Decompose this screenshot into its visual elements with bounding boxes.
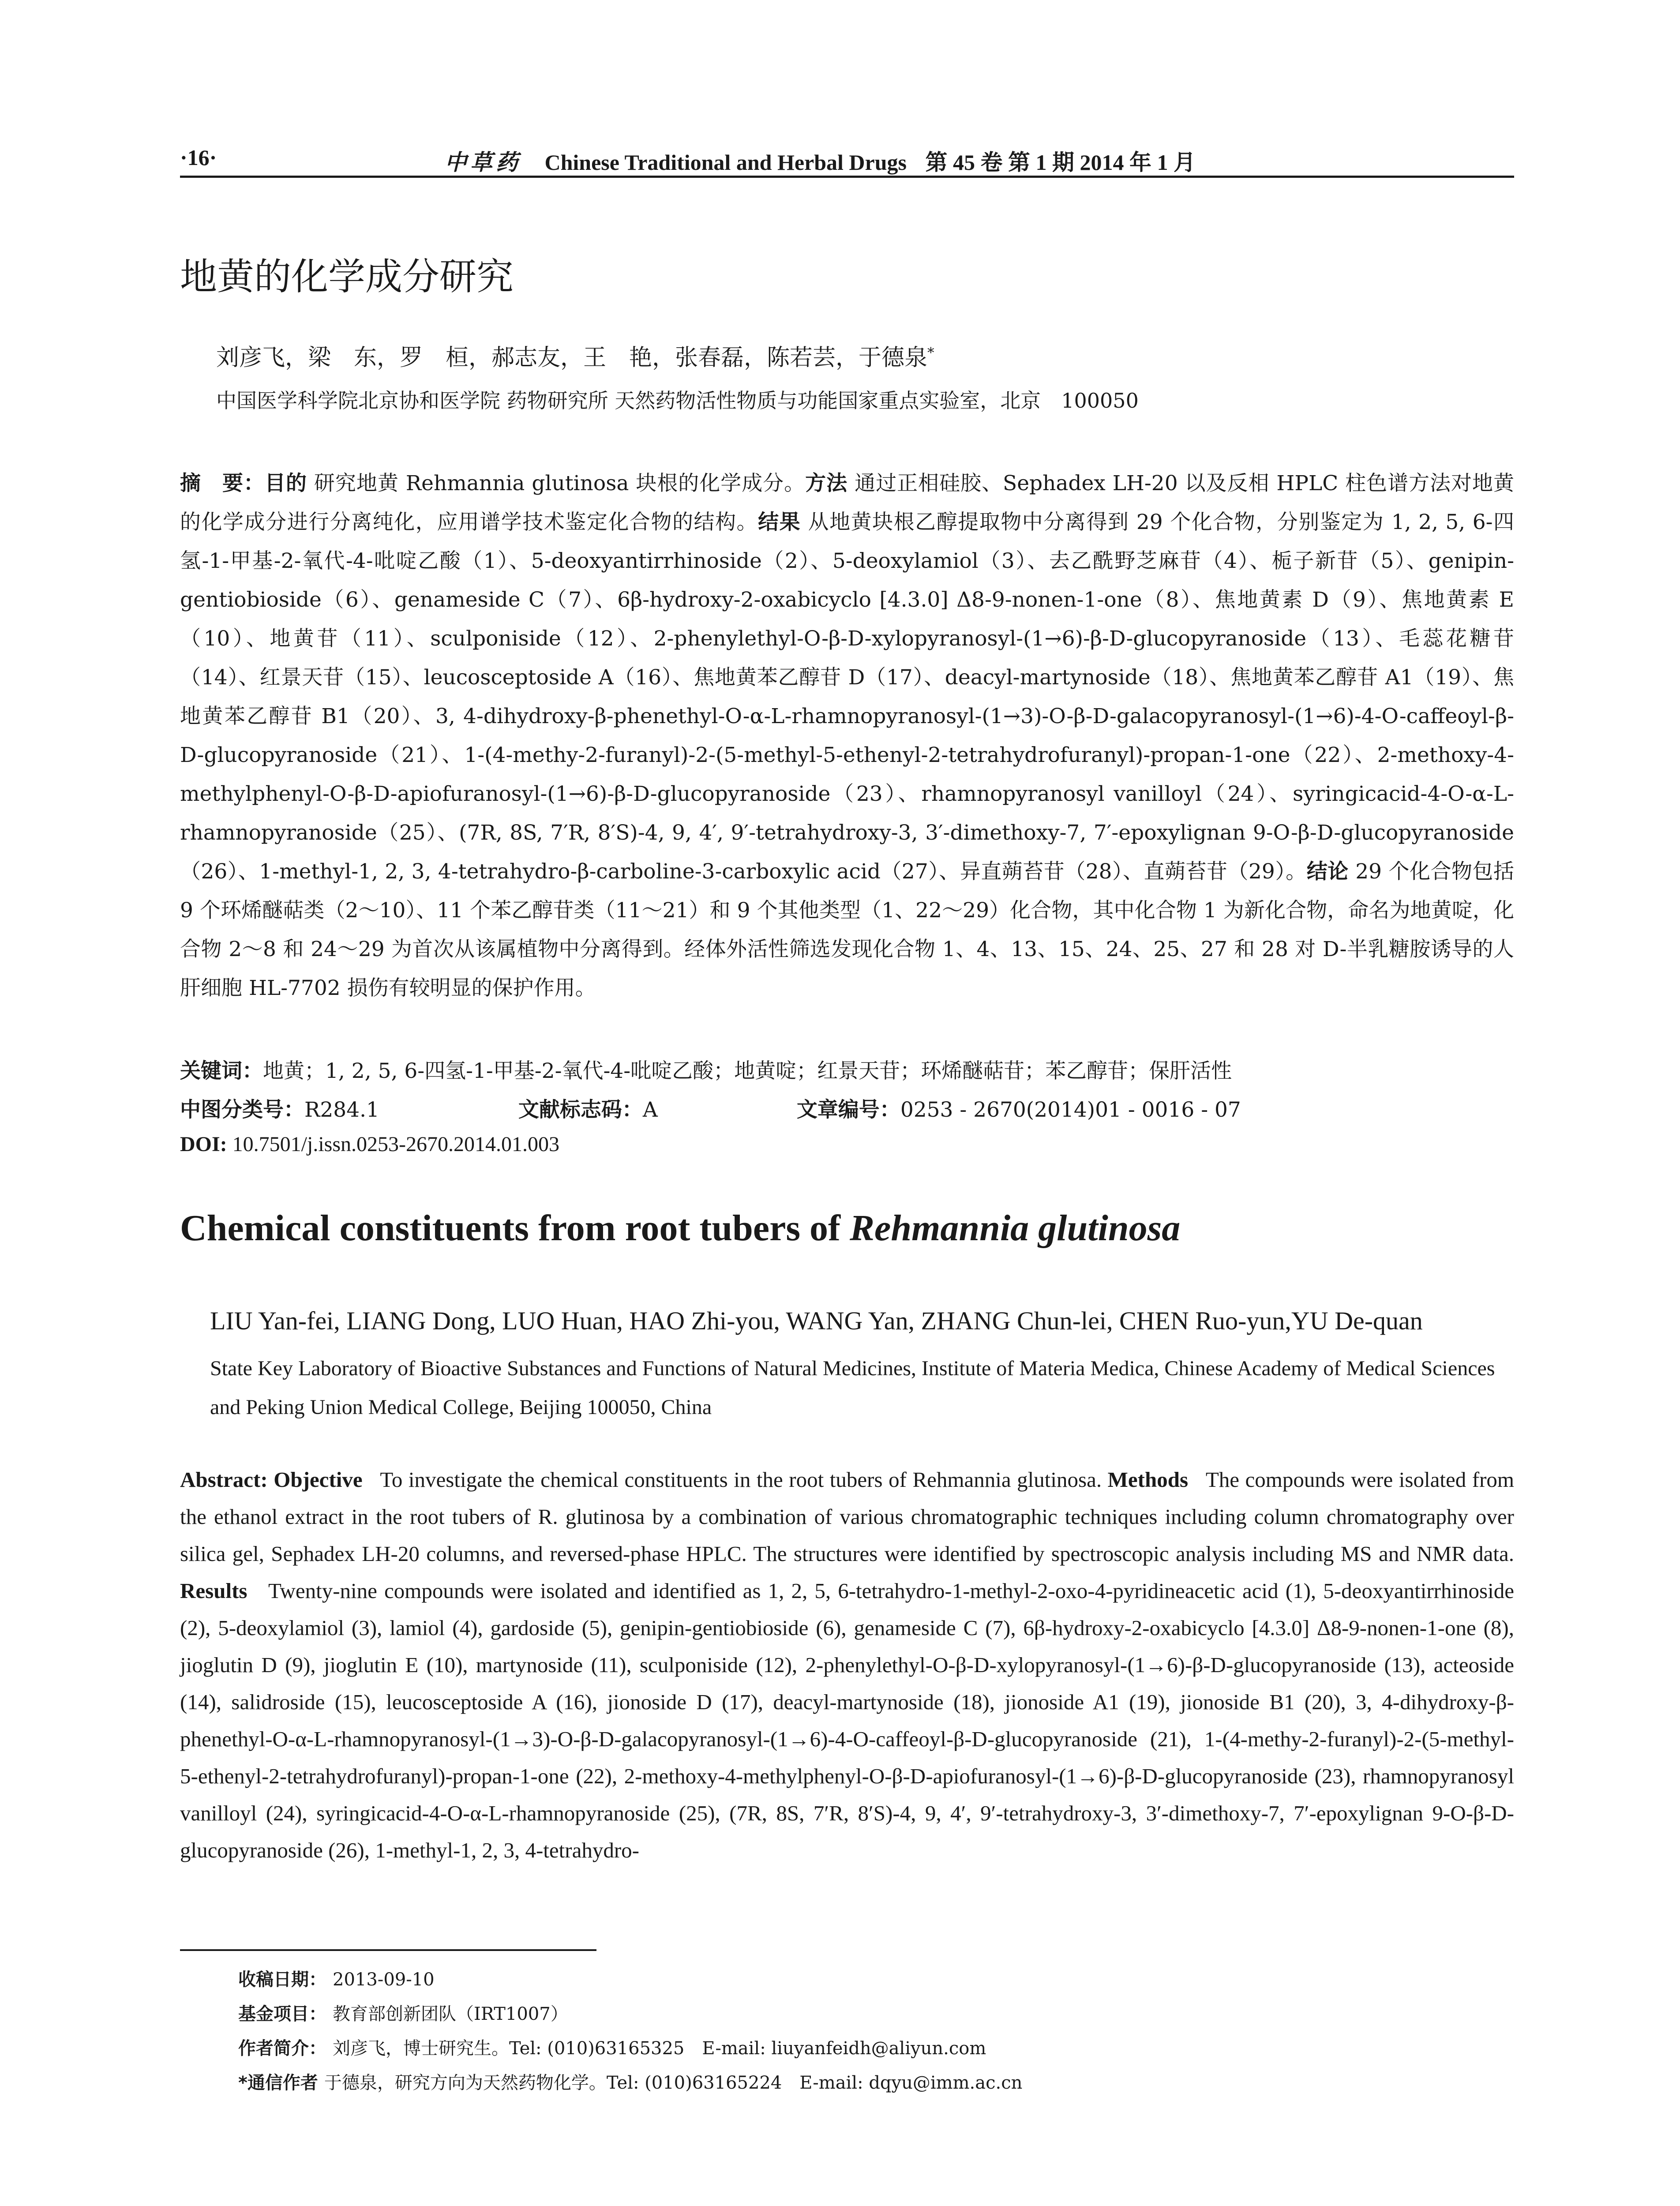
footnote-received [238,1962,1022,1997]
classification-line [180,1093,1373,1123]
conclusion-text-cn: 29 个化合物包括 9 个环烯醚萜类（2～10）、11 个苯乙醇苷类（11～21）和 9 个其他类型（1、22～29）化合物，其中化合物 1 为新化合物，命名为地黄啶，化合物 2～8 和 24～29 为首次从该属植物中分离得到。经体外活性筛选发现化合物 1、4、13、15、24、25、27 和 28 对 D-半乳糖胺诱导的人肝细胞 HL-7702 损伤有较明显的保护作用。 [180,859,1514,1000]
clc-group [180,1098,446,1122]
article-number-value: 0253 - 2670(2014)01 - 0016 - 07 [900,1098,1241,1122]
results-label-cn: 结果 [758,510,801,534]
keywords-cn [180,1054,1232,1084]
methods-text-cn: 通过正相硅胶、Sephadex LH-20 以及反相 HPLC 柱色谱方法对地黄的化学成分进行分离纯化，应用谱学技术鉴定化合物的结构。 [180,471,1515,534]
footnote-author [238,2031,1022,2066]
results-text-en: Twenty-nine compounds were isolated and identified as 1, 2, 5, 6-tetrahydro-1-methyl-2-oxo-4-pyridineacetic acid (1), 5-deoxyantirrhinoside (2), 5-deoxylamiol (3), lamiol (4), gardoside (5), genipin-gentiobioside (6), genameside C (7), 6β-hydroxy-2-oxabicyclo [4.3.0] Δ8-9-nonen-1-one (8), jioglutin D (9), jioglutin E (10), martynoside (11), sculponiside (12), 2-phenylethyl-O-β-D-xylopyranosyl-(1→6)-β-D-glucopyranoside (13), acteoside (14), salidroside (15), leucosceptoside A (16), jionoside D (17), deacyl-martynoside (18), jionoside A1 (19), jionoside B1 (20), 3, 4-dihydroxy-β-phenethyl-O-α-L-rhamnopyranosyl-(1→3)-O-β-D-galacopyranosyl-(1→6)-4-O-caffeoyl-β-D-glucopyranoside (21), 1-(4-methy-2-furanyl)-2-(5-methyl-5-ethenyl-2-tetrahydrofuranyl)-propan-1-one (22), 2-methoxy-4-methylphenyl-O-β-D-apiofuranosyl-(1→6)-β-D-glucopyranoside (23), rhamnopyranosyl vanilloyl (24), syringicacid-4-O-α-L-rhamnopyranoside (25), (7R, 8S, 7′R, 8′S)-4, 9, 4′, 9′-tetrahydroxy-3, 3′-dimethoxy-7, 7′-epoxylignan 9-O-β-D-glucopyranoside (26), 1-methyl-1, 2, 3, 4-tetrahydro- [180,1579,1514,1862]
abstract-cn-label: 摘 要： [180,471,265,495]
footnote-text: 刘彦飞，博士研究生。Tel: (010)63165325 E-mail: liuyanfeidh@aliyun.com [333,2038,986,2059]
title-en-prefix: Chemical constituents from root tubers of [180,1208,850,1249]
page-number: ·16· [180,145,217,170]
doc-group [518,1098,724,1122]
header-rule [180,176,1514,178]
doi-line [180,1132,559,1156]
doi-label: DOI: [180,1133,227,1156]
corresponding-mark: * [927,345,934,361]
objective-text-cn: 研究地黄 Rehmannia glutinosa 块根的化学成分。 [314,471,806,495]
affiliation-cn: 中国医学科学院北京协和医学院 药物研究所 天然药物活性物质与功能国家重点实验室，北京 100050 [216,389,1139,413]
footnote-text: 于德泉，研究方向为天然药物化学。Tel: (010)63165224 E-mail: dqyu@imm.ac.cn [324,2073,1023,2093]
journal-issue: 第 45 卷 第 1 期 2014 年 1 月 [925,150,1196,175]
keywords-label: 关键词： [180,1059,263,1083]
footnote-corresponding [238,2066,1022,2100]
footnote-funding [238,1997,1022,2031]
methods-text-en: The compounds were isolated from the ethanol extract in the root tubers of R. glutinosa by a combination of various chromatographic techniques including column chromatography over silica gel, Sephadex LH-20 columns, and reversed-phase HPLC. The structures were identified by spectroscopic analysis including MS and NMR data. [180,1467,1514,1566]
abstract-en-label: Abstract: Objective [180,1467,363,1492]
article-number-label: 文章编号： [796,1098,900,1122]
results-label-en: Results [180,1579,248,1603]
objective-label-cn: 目的 [264,471,307,495]
abstract-cn [180,464,1514,1008]
footnote-rule [180,1949,596,1951]
article-title-en [180,1207,1180,1249]
article-title-cn: 地黄的化学成分研究 [180,255,514,298]
journal-name-en: Chinese Traditional and Herbal Drugs [544,150,907,175]
doc-value: A [642,1098,658,1122]
clc-label: 中图分类号： [180,1098,304,1122]
clc-value: R284.1 [304,1098,379,1122]
journal-name-cn: 中草药 [445,150,521,175]
conclusion-label-cn: 结论 [1306,859,1349,884]
journal-line [445,145,1196,176]
footnote-label: 作者简介： [238,2038,326,2059]
footnote-label: 基金项目： [238,2004,326,2024]
footnote-label: 收稿日期： [238,1970,326,1990]
footnote-text: 教育部创新团队（IRT1007） [333,2004,568,2024]
authors-cn [216,339,934,372]
footnote-text: 2013-09-10 [333,1970,435,1990]
methods-label-cn: 方法 [805,471,848,495]
authors-en: LIU Yan-fei, LIANG Dong, LUO Huan, HAO Zhi-you, WANG Yan, ZHANG Chun-lei, CHEN Ruo-yun,YU De-quan [210,1306,1423,1335]
title-en-species: Rehmannia glutinosa [850,1208,1181,1249]
objective-text-en: To investigate the chemical constituents in the root tubers of Rehmannia glutinosa. [380,1467,1102,1492]
authors-cn-names: 刘彦飞，梁 东，罗 桓，郝志友，王 艳，张春磊，陈若芸，于德泉 [216,345,928,371]
doi-value[interactable]: 10.7501/j.issn.0253-2670.2014.01.003 [232,1133,560,1156]
results-text-cn: 从地黄块根乙醇提取物中分离得到 29 个化合物，分别鉴定为 1, 2, 5, 6-四氢-1-甲基-2-氧代-4-吡啶乙酸（1）、5-deoxyantirrhinoside（2）、5-deoxylamiol（3）、去乙酰野芝麻苷（4）、栀子新苷（5）、genipin-gentiobioside（6）、genameside C（7）、6β-hydroxy-2-oxabicyclo [4.3.0] Δ8-9-nonen-1-one（8）、焦地黄素 D（9）、焦地黄素 E（10）、地黄苷（11）、sculponiside（12）、2-phenylethyl-O-β-D-xylopyranosyl-(1→6)-β-D-glucopyranoside（13）、毛蕊花糖苷（14）、红景天苷（15）、leucosceptoside A（16）、焦地黄苯乙醇苷 D（17）、deacyl-martynoside（18）、焦地黄苯乙醇苷 A1（19）、焦地黄苯乙醇苷 B1（20）、3, 4-dihydroxy-β-phenethyl-O-α-L-rhamnopyranosyl-(1→3)-O-β-D-galacopyranosyl-(1→6)-4-O-caffeoyl-β-D-glucopyranoside（21）、1-(4-methy-2-furanyl)-2-(5-methyl-5-ethenyl-2-tetrahydrofuranyl)-propan-1-one（22）、2-methoxy-4-methylphenyl-O-β-D-apiofuranosyl-(1→6)-β-D-glucopyranoside（23）、rhamnopyranosyl vanilloyl（24）、syringicacid-4-O-α-L-rhamnopyranoside（25）、(7R, 8S, 7′R, 8′S)-4, 9, 4′, 9′-tetrahydroxy-3, 3′-dimethoxy-7, 7′-epoxylignan 9-O-β-D-glucopyranoside（26）、1-methyl-1, 2, 3, 4-tetrahydro-β-carboline-3-carboxylic acid（27）、异直蒴苔苷（28）、直蒴苔苷（29）。 [180,510,1514,884]
abstract-en [180,1461,1514,1869]
affiliation-en: State Key Laboratory of Bioactive Substances and Functions of Natural Medicines, Institute of Materia Medica, Chinese Academy of Medical Sciences and Peking Union Medical College, Beijing 100050, China [210,1357,1495,1419]
methods-label-en: Methods [1107,1467,1189,1492]
doc-label: 文献标志码： [518,1098,643,1122]
article-group [797,1098,1307,1122]
footnote-label: *通信作者 [238,2073,318,2093]
keywords-text: 地黄；1, 2, 5, 6-四氢-1-甲基-2-氧代-4-吡啶乙酸；地黄啶；红景天苷；环烯醚萜苷；苯乙醇苷；保肝活性 [263,1059,1232,1083]
footnotes [238,1962,1022,2100]
running-header [180,140,1514,176]
